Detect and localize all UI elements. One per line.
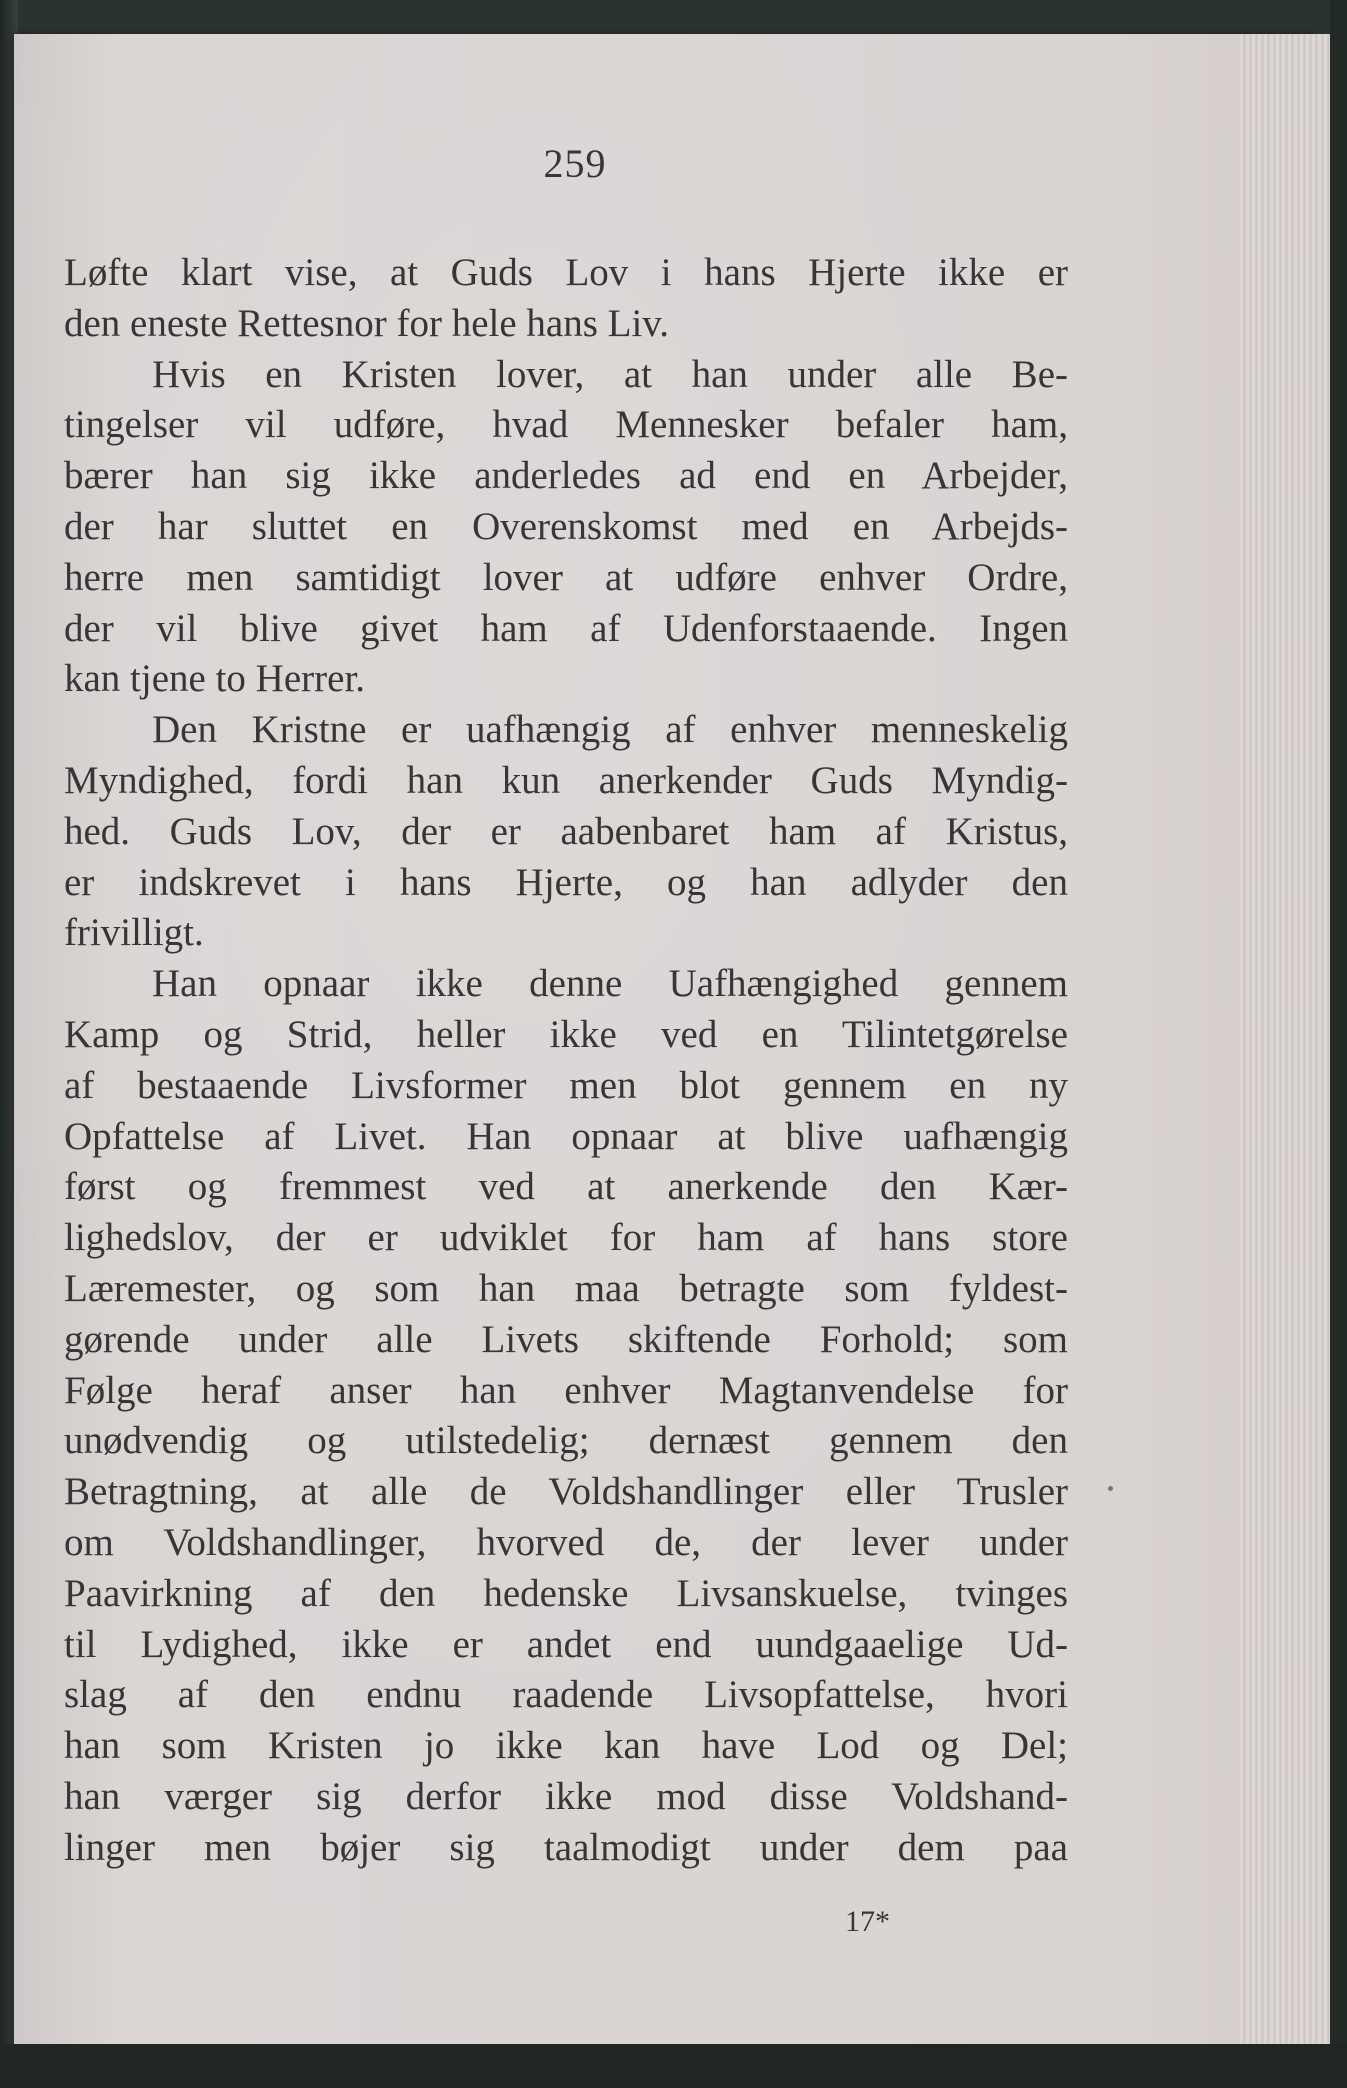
text-line: Læremester, og som han maa betragte som fyldest-: [64, 1266, 1068, 1310]
text-line: herre men samtidigt lover at udføre enhver Ordre,: [64, 555, 1068, 599]
text-line: af bestaaende Livsformer men blot gennem en ny: [64, 1063, 1068, 1107]
text-line: hed. Guds Lov, der er aabenbaret ham af Kristus,: [64, 809, 1068, 853]
text-line: han som Kristen jo ikke kan have Lod og Del;: [64, 1724, 1068, 1768]
text-line: Paavirkning af den hedenske Livsanskuelse, tvinges: [64, 1571, 1068, 1615]
paper-speck: [1108, 1486, 1113, 1491]
page-edges: [1240, 34, 1333, 2044]
text-line: om Voldshandlinger, hvorved de, der lever under: [64, 1520, 1068, 1564]
body-text: [64, 248, 1068, 1874]
text-line: til Lydighed, ikke er andet end uundgaaelige Ud-: [64, 1622, 1068, 1666]
text-line: Hvis en Kristen lover, at han under alle Be-: [152, 352, 1068, 396]
text-line: tingelser vil udføre, hvad Mennesker befaler ham,: [64, 403, 1068, 447]
text-line: Løfte klart vise, at Guds Lov i hans Hjerte ikke er: [64, 251, 1068, 294]
text-line: frivilligt.: [64, 911, 204, 955]
text-line: han værger sig derfor ikke mod disse Voldshand-: [64, 1774, 1068, 1818]
text-line: Opfattelse af Livet. Han opnaar at blive uafhængig: [64, 1114, 1068, 1158]
text-line: er indskrevet i hans Hjerte, og han adlyder den: [64, 860, 1068, 904]
text-line: unødvendig og utilstedelig; dernæst gennem den: [64, 1419, 1068, 1463]
text-line: Den Kristne er uafhængig af enhver menneskelig: [152, 708, 1068, 752]
text-line: Myndighed, fordi han kun anerkender Guds Myndig-: [64, 758, 1068, 802]
text-line: linger men bøjer sig taalmodigt under dem paa: [64, 1825, 1068, 1869]
text-line: der vil blive givet ham af Udenforstaaende. Ingen: [64, 606, 1068, 650]
book-cover-bottom: [0, 2044, 1347, 2088]
text-line: den eneste Rettesnor for hele hans Liv.: [64, 301, 670, 345]
signature-mark: 17*: [845, 1905, 890, 1938]
text-line: gørende under alle Livets skiftende Forhold; som: [64, 1317, 1068, 1361]
text-line: Følge heraf anser han enhver Magtanvendelse for: [64, 1368, 1068, 1412]
text-line: Han opnaar ikke denne Uafhængighed gennem: [152, 962, 1068, 1006]
text-line: bærer han sig ikke anderledes ad end en Arbejder,: [64, 454, 1068, 498]
book-cover-right: [1330, 0, 1347, 2088]
text-line: slag af den endnu raadende Livsopfattelse, hvori: [64, 1673, 1068, 1717]
text-line: Kamp og Strid, heller ikke ved en Tilintetgørelse: [64, 1012, 1068, 1056]
page-number: 259: [543, 141, 607, 186]
text-line: lighedslov, der er udviklet for ham af hans store: [64, 1216, 1068, 1260]
text-line: kan tjene to Herrer.: [64, 657, 366, 701]
text-line: Betragtning, at alle de Voldshandlinger eller Trusler: [64, 1470, 1068, 1514]
text-line: først og fremmest ved at anerkende den Kær-: [64, 1165, 1068, 1209]
text-line: der har sluttet en Overenskomst med en Arbejds-: [64, 504, 1068, 548]
